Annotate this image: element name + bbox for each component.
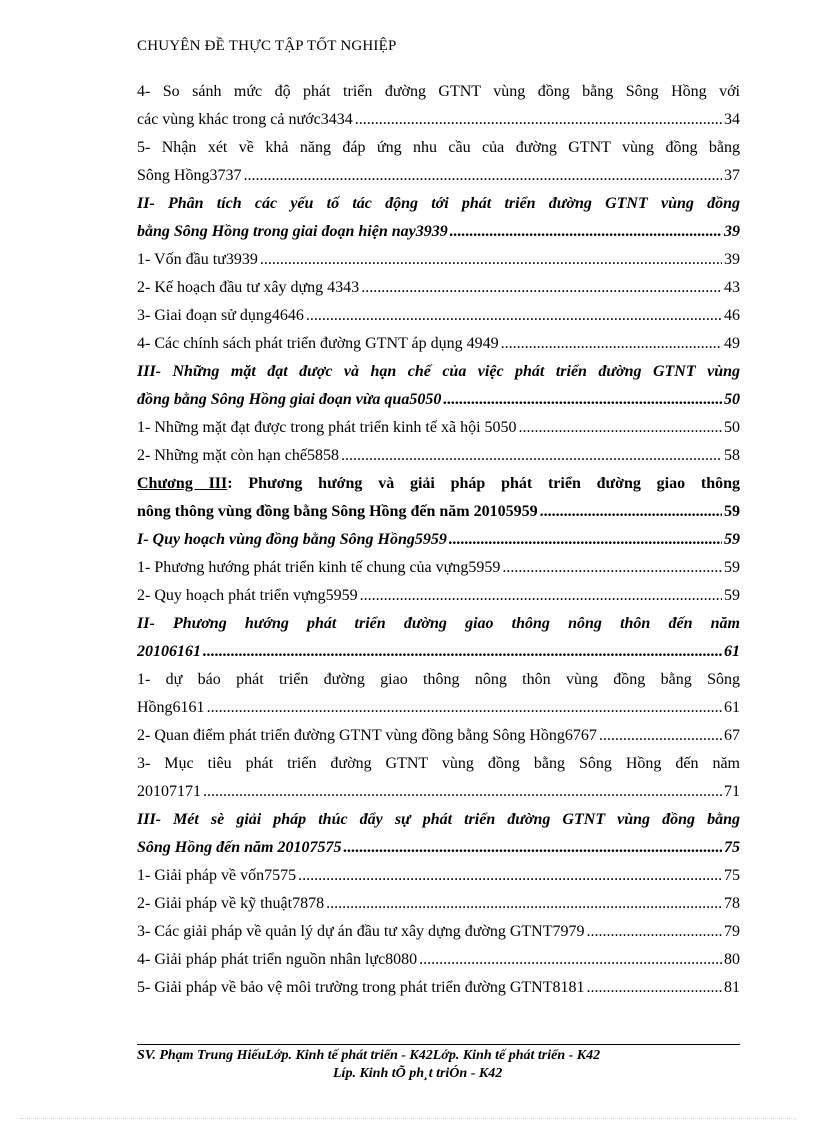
toc-entry[interactable] [137, 610, 740, 666]
toc-entry-title: II- Phương hướng phát triển đường giao thông nông thôn đến năm [137, 615, 740, 632]
toc-page-number: 50 [724, 391, 740, 408]
toc-entry-title-line [137, 78, 740, 106]
toc-entry-title: II- Phân tích các yếu tố tác động tới phát triển đường GTNT vùng đồng [137, 195, 740, 212]
toc-page-number: 59 [724, 503, 740, 520]
toc-entry[interactable] [137, 946, 740, 974]
toc-entry-text: 2- Quan điểm phát triển đường GTNT vùng đồng bằng Sông Hồng6767 [137, 727, 597, 744]
toc-entry-title-line [137, 750, 740, 778]
toc-page-number: 80 [724, 951, 740, 968]
toc-page-number: 49 [724, 335, 740, 352]
toc-entry[interactable] [137, 358, 740, 414]
toc-entry-text: 1- Những mặt đạt được trong phát triển kinh tế xã hội 5050 [137, 419, 517, 436]
toc-entry-title-line [137, 610, 740, 638]
toc-page-number: 79 [724, 923, 740, 940]
dot-leader [587, 918, 723, 946]
dot-leader [341, 442, 722, 470]
dot-leader [298, 862, 722, 890]
toc-entry-text: 3- Giai đoạn sử dụng4646 [137, 307, 304, 324]
toc-entry-title: : Phương hướng và giải pháp phát triển đường giao thông [227, 475, 740, 492]
toc-entry[interactable] [137, 190, 740, 246]
dot-leader [502, 554, 722, 582]
dot-leader [540, 498, 722, 526]
dot-leader [360, 582, 722, 610]
toc-entry-text: đồng bằng Sông Hồng giai đoạn vừa qua5050 [137, 391, 442, 408]
toc-entry-title-line [137, 134, 740, 162]
footer-class-line: Líp. Kinh tÕ ph¸t triÓn - K42 [333, 1066, 503, 1081]
dot-leader [419, 946, 722, 974]
toc-entry-text: 20107171 [137, 783, 201, 800]
toc-entry[interactable] [137, 582, 740, 610]
toc-entry[interactable] [137, 554, 740, 582]
toc-page-number: 39 [724, 251, 740, 268]
toc-entry-text: Hồng6161 [137, 699, 205, 716]
toc-entry-title-line [137, 358, 740, 386]
toc-entry-text: các vùng khác trong cả nước3434 [137, 111, 353, 128]
dot-leader [243, 162, 722, 190]
toc-page-number: 59 [724, 531, 740, 548]
toc-page-number: 71 [724, 783, 740, 800]
toc-page-number: 75 [724, 839, 740, 856]
dot-leader [326, 890, 722, 918]
toc-page-number: 58 [724, 447, 740, 464]
toc-entry-text: 1- Giải pháp về vốn7575 [137, 867, 297, 884]
document-header: CHUYÊN ĐỀ THỰC TẬP TỐT NGHIỆP [137, 38, 397, 54]
toc-entry-text: 4- Giải pháp phát triển nguồn nhân lực8080 [137, 951, 418, 968]
dot-leader [306, 302, 722, 330]
toc-entry-text: 2- Quy hoạch phát triển vựng5959 [137, 587, 358, 604]
toc-entry-text: 2- Kế hoạch đầu tư xây dựng 4343 [137, 279, 360, 296]
toc-entry-text: 3- Các giải pháp về quản lý dự án đầu tư xây dựng đường GTNT7979 [137, 923, 585, 940]
toc-entry[interactable] [137, 666, 740, 722]
footer-author-line: SV. Phạm Trung HiếuLớp. Kinh tế phát triển - K42Lớp. Kinh tế phát triển - K42 [137, 1048, 601, 1063]
toc-entry[interactable] [137, 806, 740, 862]
toc-page-number: 75 [724, 867, 740, 884]
dot-leader [361, 274, 722, 302]
toc-entry[interactable] [137, 722, 740, 750]
toc-entry[interactable] [137, 246, 740, 274]
toc-page-number: 59 [724, 587, 740, 604]
toc-page-number: 50 [724, 419, 740, 436]
toc-entry[interactable] [137, 470, 740, 526]
toc-entry[interactable] [137, 78, 740, 134]
dot-leader [355, 106, 722, 134]
toc-entry[interactable] [137, 134, 740, 190]
dot-leader [343, 834, 722, 862]
toc-entry-title: 5- Nhận xét về khả năng đáp ứng nhu cầu của đường GTNT vùng đồng bằng [137, 139, 740, 156]
toc-entry-title: III- Những mặt đạt được và hạn chế của việc phát triển đường GTNT vùng [137, 363, 740, 380]
toc-page-number: 46 [724, 307, 740, 324]
toc-entry[interactable] [137, 750, 740, 806]
toc-entry-title: 1- dự báo phát triển đường giao thông nông thôn vùng đồng bằng Sông [137, 671, 740, 688]
toc-entry-text: 2- Những mặt còn hạn chế5858 [137, 447, 339, 464]
toc-entry-title-line [137, 470, 740, 498]
footer-divider [137, 1044, 740, 1045]
toc-page-number: 39 [724, 223, 740, 240]
page-bottom-border [20, 1118, 796, 1119]
toc-entry-title-line [137, 666, 740, 694]
toc-entry-text: 4- Các chính sách phát triển đường GTNT áp dụng 4949 [137, 335, 499, 352]
dot-leader [501, 330, 722, 358]
dot-leader [519, 414, 722, 442]
toc-page-number: 61 [724, 699, 740, 716]
toc-page-number: 78 [724, 895, 740, 912]
dot-leader [449, 526, 722, 554]
toc-entry[interactable] [137, 974, 740, 1002]
toc-entry-text: 1- Phương hướng phát triển kinh tế chung của vựng5959 [137, 559, 501, 576]
toc-page-number: 61 [724, 643, 740, 660]
toc-entry[interactable] [137, 442, 740, 470]
toc-entry[interactable] [137, 414, 740, 442]
toc-page-number: 37 [724, 167, 740, 184]
toc-entry[interactable] [137, 890, 740, 918]
toc-entry[interactable] [137, 918, 740, 946]
toc-page-number: 43 [724, 279, 740, 296]
toc-entry[interactable] [137, 274, 740, 302]
toc-entry[interactable] [137, 330, 740, 358]
dot-leader [203, 778, 722, 806]
toc-entry-title: III- Mét sè giải pháp thúc đẩy sự phát triển đường GTNT vùng đồng bằng [137, 811, 740, 828]
toc-entry-text: bằng Sông Hồng trong giai đoạn hiện nay3939 [137, 223, 448, 240]
dot-leader [260, 246, 722, 274]
toc-entry-title-line [137, 190, 740, 218]
toc-entry[interactable] [137, 526, 740, 554]
dot-leader [599, 722, 722, 750]
dot-leader [587, 974, 722, 1002]
toc-entry-title: 3- Mục tiêu phát triển đường GTNT vùng đồng bằng Sông Hồng đến năm [137, 755, 740, 772]
table-of-contents [137, 78, 740, 1002]
toc-entry-text: Sông Hồng đến năm 20107575 [137, 839, 342, 856]
dot-leader [207, 694, 722, 722]
toc-page-number: 67 [724, 727, 740, 744]
toc-entry[interactable] [137, 302, 740, 330]
toc-entry-text: Sông Hồng3737 [137, 167, 242, 184]
toc-entry-text: 1- Vốn đầu tư3939 [137, 251, 258, 268]
toc-page-number: 59 [724, 559, 740, 576]
toc-page-number: 34 [724, 111, 740, 128]
chapter-label: Chương III [137, 475, 228, 492]
toc-entry-text: nông thông vùng đồng bằng Sông Hồng đến năm 20105959 [137, 503, 538, 520]
dot-leader [450, 218, 722, 246]
toc-entry-text: I- Quy hoạch vùng đồng bằng Sông Hồng5959 [137, 531, 447, 548]
toc-entry-title: 4- So sánh mức độ phát triển đường GTNT vùng đồng bằng Sông Hồng với [137, 83, 740, 100]
dot-leader [443, 386, 722, 414]
toc-entry-text: 2- Giải pháp về kỹ thuật7878 [137, 895, 325, 912]
toc-entry[interactable] [137, 862, 740, 890]
toc-entry-text: 5- Giải pháp về bảo vệ môi trường trong phát triển đường GTNT8181 [137, 979, 585, 996]
toc-page-number: 81 [724, 979, 740, 996]
toc-entry-title-line [137, 806, 740, 834]
dot-leader [203, 638, 722, 666]
toc-entry-text: 20106161 [137, 643, 201, 660]
